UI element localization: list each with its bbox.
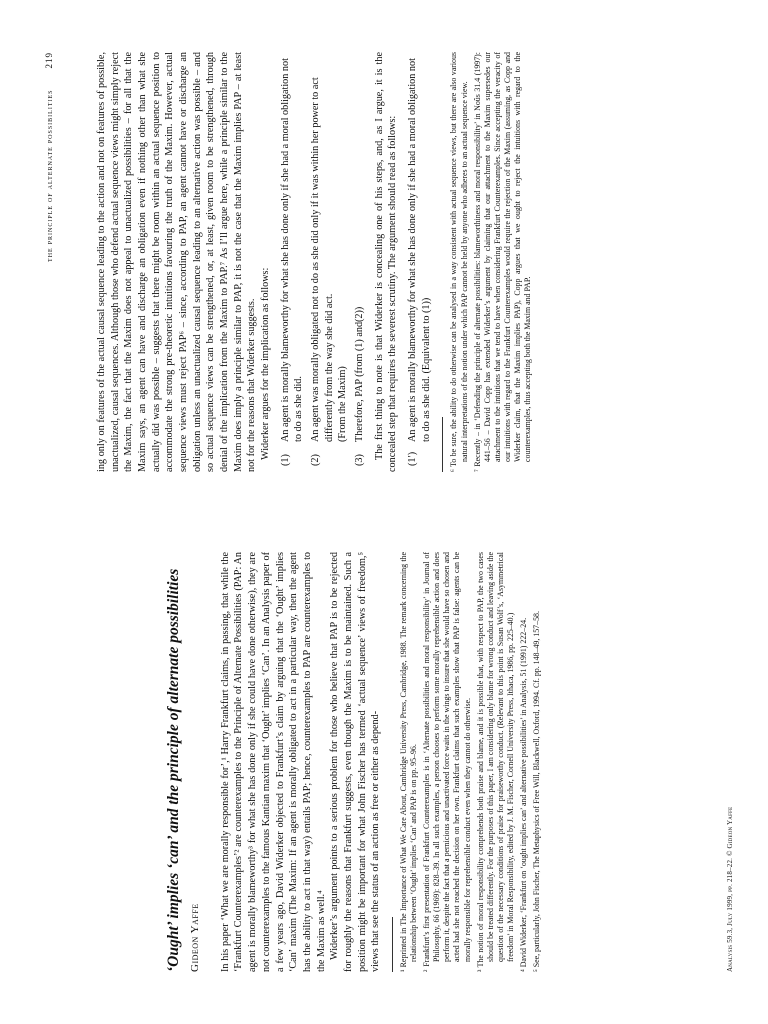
body-paragraph: ing only on features of the actual causal sequence leading to the action and not on features of possible, unactualized, causal sequences. Although those who defend actual sequence views might simply reject the Maxim, the fact that the Maxim does not appeal to unactualized possibilities – for all that the Maxim says, an agent can have and discharge an obligation even if nothing other than what she actually did was possible – suggests that there might be room within an actual sequence position to accommodate the strong pre-theoretic intuitions favouring the truth of the Maxim. However, actual sequence views must reject PAP⁶ – since, according to PAP, an agent cannot have or discharge an obligation unless an unactualized causal sequence leading to an alternative action was possible – and so actual sequence views can be strengthened, or, at least, given room to be strengthened, through denial of the implication from the Maxim to PAP.⁷ As I’ll argue here, while a principle similar to the Maxim does imply a principle similar to PAP, it is not the case that the Maxim implies PAP – at least not for the reasons that Widerker suggests. (96, 52, 258, 472)
premise-label: (1′) (407, 451, 419, 466)
article-title: ‘Ought’ implies ‘can’ and the principle of alternate possibilities (165, 568, 182, 972)
premise-note: (From the Maxim) (337, 366, 349, 442)
premise-item (309, 52, 350, 472)
footnote-rule (392, 917, 393, 972)
left-page (0, 512, 768, 1024)
premise-text: An agent is morally blameworthy for what she has done only if she had a moral obligation not to do as she did. (Equivalent to (1)) (407, 58, 432, 442)
author-name: Gideon Yaffe (188, 903, 201, 972)
premise-item (353, 52, 367, 472)
premise-text: Therefore, PAP (from (1) and(2)) (354, 306, 366, 442)
body-paragraph: Widerker argues for the implication as follows: (260, 267, 272, 460)
footnotes (399, 552, 542, 972)
footnote-rule (442, 417, 443, 472)
footnote-3: ³ The notion of moral responsibility comprehends both praise and blame, and it is possible that, with respect to PAP, the two cases should be treated differently. For the purposes of this paper, I am considering only blame for wrong conduct and leaving aside the question of the necessary conditions of praise for praiseworthy conduct. (Relevant to this point is Susan Wolf’s, ‘Asymmetrical freedom’ in Moral Responsibility, edited by J. M. Fischer, Cornell University Press, Ithaca, 1986, pp. 225–40.) (475, 552, 515, 972)
footnote-4: ⁴ David Widerker, ‘Frankfurt on ‘ought implies can’ and alternative possibilities’ in Analysis, 51 (1991) 222–24. (519, 617, 529, 972)
running-head (44, 52, 54, 262)
journal-footer: Analysis 59.3, July 1999, pp. 218–22. © Gideon Yaffe (726, 806, 734, 972)
premise-label: (3) (354, 454, 366, 466)
premise-item (279, 52, 306, 472)
running-head-title: the principle of alternate possibilities (45, 89, 54, 262)
premise-label: (2) (310, 454, 322, 466)
premise-item (406, 52, 433, 472)
footnote-6: ⁶ To be sure, the ability to do otherwise can be analysed in a way consistent with actual sequence views, but there are also various natural interpretations of the notion under which PAP cannot be held by anyone who adheres to an actual sequence view. (449, 52, 469, 472)
footnote-2: ² Frankfurt’s first presentation of Frankfurt Counterexamples is in ‘Alternate possibilities and moral responsibility’ in Journal of Philosophy, 66 (1969): 828–39. In all such examples, a person chooses to perform some morally reprehensible action and does perform it, despite the fact that a pernicious and unactivated force waits in the wings to insure that she would have so chosen and acted had she not reached the decision on her own. Frankfurt claims that such examples show that PAP is false: agents can be morally responsible for reprehensible conduct even when they cannot do otherwise. (422, 552, 472, 972)
footnote-5: ⁵ See, particularly, John Fischer, The Metaphysics of Free Will, Blackwell, Oxford, 1994. Cf. pp. 148–49, 157–58. (532, 611, 542, 972)
footnote-1: ¹ Reprinted in The Importance of What We Care About, Cambridge University Press, Cambridge, 1988. The remark concerning the relationship between ‘Ought’ implies ‘Can’ and PAP is on pp. 95–96. (398, 552, 418, 972)
footnote-7: ⁷ Recently – in ‘Defending the principle of alternate possibilities: blameworthiness and moral responsibility’ in Noûs 31.4 (1997): 441–56 – David Copp has extended Widerker’s argument by claiming that our attachment to the Maxim supersedes our attachment to the intuitions that we tend to have when considering Frankfurt Counterexamples. Since accepting the veracity of our intuitions with regard to the Frankfurt Counterexamples would require the rejection of the Maxim (assuming, as Copp and Widerker claim, that the Maxim implies PAP), Copp argues that we ought to reject the intuitions with regard to the counterexamples, thus accepting both the Maxim and PAP. (472, 52, 533, 472)
premise-text: An agent is morally blameworthy for what she has done only if she had a moral obligation not to do as she did. (279, 58, 305, 442)
body-paragraph: Widerker’s argument points to a serious problem for those who believe that PAP is to be rejected for roughly the reasons that Frankfurt suggests, even though the Maxim is to be maintained. Such a position might be important for what John Fischer has termed ‘actual sequence’ views of freedom,⁵ views that see the status of an action as free or either as depend- (329, 552, 382, 972)
premise-list-revised (406, 52, 433, 472)
premise-text: An agent was morally obligated not to do as she did only if it was within her power to act differently from the way she did act. (310, 77, 335, 442)
page-number: 219 (44, 52, 54, 69)
body-paragraph: In his paper ‘What we are morally responsible for’,¹ Harry Frankfurt claims, in passing, that while the ‘Frankfurt Counterexamples’² are counterexamples to the Principle of Alternate Possibilities (PAP: An agent is morally blameworthy³ for what she has done only if she could have done otherwise), they are not counterexamples to the famous Kantian maxim that ‘Ought’ implies ‘Can’. In an Analysis paper of a few years ago, David Widerker objected to Frankfurt’s claim by arguing that the ‘Ought’ implies ‘Can’ maxim (The Maxim: If an agent is morally obligated to act in a particular way, then the agent has the ability to act in that way) entails PAP; hence, counterexamples to PAP are counterexamples to the Maxim as well.⁴ (219, 552, 327, 972)
premise-label: (1) (279, 454, 291, 466)
premise-list (279, 52, 367, 472)
body-paragraph: The first thing to note is that Widerker is concealing one of his steps, and, as I argue, it is the concealed step that requires the severest scrutiny. The argument should read as follows: (373, 52, 399, 472)
footnotes (449, 52, 533, 472)
